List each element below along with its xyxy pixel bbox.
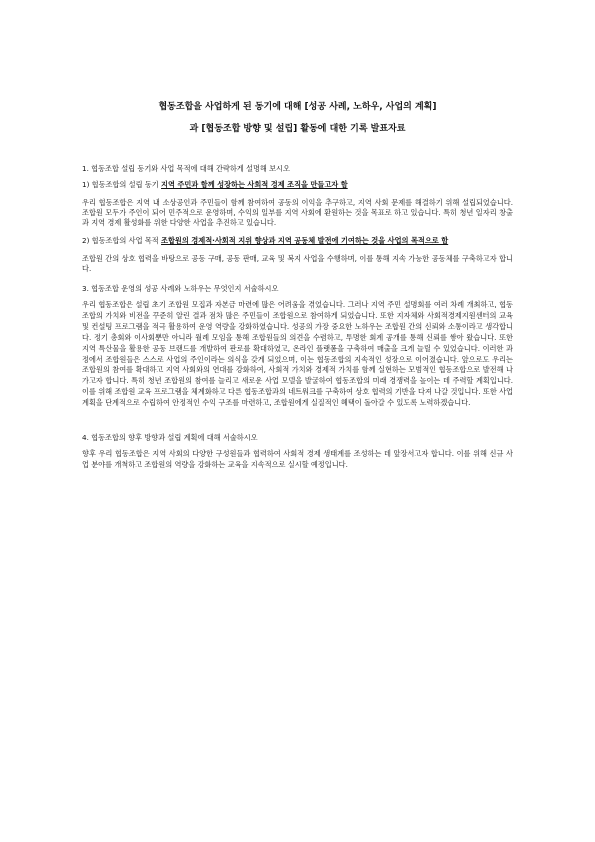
section-heading-3: 3. 협동조합 운영의 성공 사례와 노하우는 무엇인지 서술하시오 xyxy=(82,284,279,293)
item-1-label: 1) 협동조합의 설립 동기 xyxy=(82,180,159,189)
item-2-label: 2) 협동조합의 사업 목적 xyxy=(82,236,159,245)
paragraph-4: 향후 우리 협동조합은 지역 사회의 다양한 구성원들과 협력하여 사회적 경제 생태계를 조성하는 데 앞장서고자 합니다. 이를 위해 신규 사업 분야를 개척하고 조합원의 역량을 강화하는 교육을 지속적으로 실시할 예정입니다. xyxy=(82,449,513,469)
section-heading-1: 1. 협동조합 설립 동기와 사업 목적에 대해 간략하게 설명해 보시오 xyxy=(82,164,290,173)
item-1 xyxy=(82,180,513,190)
paragraph-3: 우리 협동조합은 설립 초기 조합원 모집과 자본금 마련에 많은 어려움을 겪었습니다. 그러나 지역 주민 설명회를 여러 차례 개최하고, 협동조합의 가치와 비전을 꾸준히 알린 결과 점차 많은 주민들이 조합원으로 참여하게 되었습니다. 또한 지자체와 사회적경제지원센터의 교육 및 컨설팅 프로그램을 적극 활용하여 운영 역량을 강화하였습니다. 성공의 가장 중요한 노하우는 조합원 간의 신뢰와 소통이라고 생각합니다. 정기 총회와 이사회뿐만 아니라 월례 모임을 통해 조합원들의 의견을 수렴하고, 투명한 회계 공개를 통해 신뢰를 쌓아 왔습니다. 또한 지역 특산물을 활용한 공동 브랜드를 개발하여 판로를 확대하였고, 온라인 플랫폼을 구축하여 매출을 크게 늘릴 수 있었습니다. 이러한 과정에서 조합원들은 스스로 사업의 주인이라는 의식을 갖게 되었으며, 이는 협동조합의 지속적인 성장으로 이어졌습니다. 앞으로도 우리는 조합원의 참여를 확대하고 지역 사회와의 연대를 강화하여, 사회적 가치와 경제적 가치를 함께 실현하는 모범적인 협동조합으로 발전해 나가고자 합니다. 특히 청년 조합원의 참여를 늘리고 새로운 사업 모델을 발굴하여 협동조합의 미래 경쟁력을 높이는 데 주력할 계획입니다. 이를 위해 조합원 교육 프로그램을 체계화하고 다른 협동조합과의 네트워크를 구축하여 상호 협력의 기반을 다져 나갈 것입니다. 또한 사업 계획을 단계적으로 수립하여 안정적인 수익 구조를 마련하고, 조합원에게 실질적인 혜택이 돌아갈 수 있도록 노력하겠습니다. xyxy=(82,300,513,408)
item-2 xyxy=(82,236,513,246)
paragraph-1: 우리 협동조합은 지역 내 소상공인과 주민들이 함께 참여하여 공동의 이익을 추구하고, 지역 사회 문제를 해결하기 위해 설립되었습니다. 조합원 모두가 주인이 되어 민주적으로 운영하며, 수익의 일부를 지역 사회에 환원하는 것을 목표로 하고 있습니다. 특히 청년 일자리 창출과 지역 경제 활성화를 위한 다양한 사업을 추진하고 있습니다. xyxy=(82,198,513,227)
title-line-2: 과 [협동조합 방향 및 설립] 활동에 대한 기록 발표자료 xyxy=(189,124,406,134)
item-2-underlined: 조합원의 경제적·사회적 지위 향상과 지역 공동체 발전에 기여하는 것을 사업의 목적으로 함 xyxy=(161,236,449,245)
section-heading-4: 4. 협동조합의 향후 방향과 설립 계획에 대해 서술하시오 xyxy=(82,433,258,443)
title-line-1: 협동조합을 사업하게 된 동기에 대해 [성공 사례, 노하우, 사업의 계획] xyxy=(158,102,437,112)
item-1-underlined: 지역 주민과 함께 성장하는 사회적 경제 조직을 만들고자 함 xyxy=(161,180,348,189)
paragraph-2: 조합원 간의 상호 협력을 바탕으로 공동 구매, 공동 판매, 교육 및 복지 사업을 수행하며, 이를 통해 지속 가능한 공동체를 구축하고자 합니다. xyxy=(82,254,513,273)
document-title xyxy=(82,96,513,140)
